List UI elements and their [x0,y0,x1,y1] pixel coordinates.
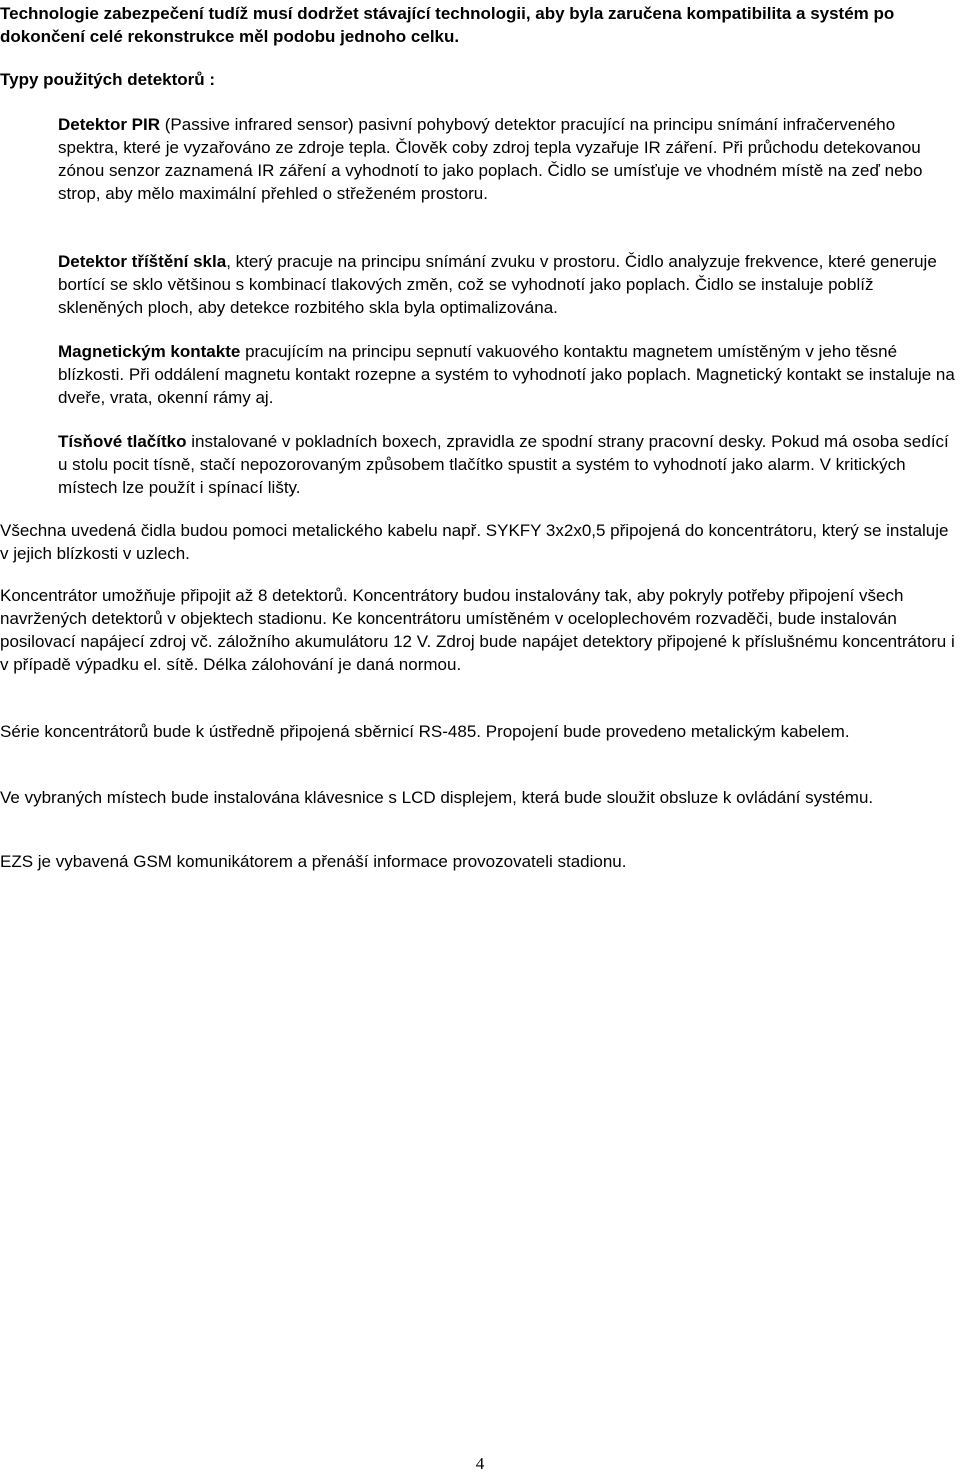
detector-pir-paragraph [58,113,958,205]
gsm-paragraph: EZS je vybavená GSM komunikátorem a přenáší informace provozovateli stadionu. [0,852,627,871]
detector-glass-break-name: Detektor tříštění skla [58,252,227,271]
detector-types-heading: Typy použitých detektorů : [0,70,216,89]
bus-paragraph: Série koncentrátorů bude k ústředně připojená sběrnicí RS-485. Propojení bude provedeno metalickým kabelem. [0,722,850,741]
intro-paragraph: Technologie zabezpečení tudíž musí dodržet stávající technologii, aby byla zaručena kompatibilita a systém po dokončení celé rekonstrukce měl podobu jednoho celku. [0,4,895,46]
page-number: 4 [475,1454,485,1473]
cabling-paragraph: Všechna uvedená čidla budou pomoci metalického kabelu např. SYKFY 3x2x0,5 připojená do koncentrátoru, který se instaluje v jejich blízkosti v uzlech. [0,521,949,563]
detector-panic-button-paragraph [58,430,958,499]
keypad-paragraph: Ve vybraných místech bude instalována klávesnice s LCD displejem, která bude sloužit obsluze k ovládání systému. [0,788,874,807]
detector-magnetic-contact-name: Magnetickým kontakte [58,342,241,361]
detector-pir-text: (Passive infrared sensor) pasivní pohybový detektor pracující na principu snímání infračerveného spektra, které je vyzařováno ze zdroje tepla. Člověk coby zdroj tepla vyzařuje IR záření. Při průchodu detekovanou zónou senzor zaznamená IR záření a vyhodnotí to jako poplach. Čidlo se umísťuje ve vhodném místě na zeď nebo strop, aby mělo maximální přehled o střeženém prostoru. [58,115,923,203]
concentrator-paragraph: Koncentrátor umožňuje připojit až 8 detektorů. Koncentrátory budou instalovány tak, aby pokryly potřeby připojení všech navržených detektorů v objektech stadionu. Ke koncentrátoru umístěném v oceloplechovém rozvaděči, bude instalován posilovací napájecí zdroj vč. záložního akumulátoru 12 V. Zdroj bude napájet detektory připojené k příslušnému koncentrátoru i v případě výpadku el. sítě. Délka zálohování je daná normou. [0,586,955,674]
detector-magnetic-contact-paragraph [58,340,958,409]
detector-panic-button-name: Tísňové tlačítko [58,432,187,451]
detector-glass-break-paragraph [58,250,958,319]
detector-panic-button-text: instalované v pokladních boxech, zpravidla ze spodní strany pracovní desky. Pokud má osoba sedící u stolu pocit tísně, stačí nepozorovaným způsobem tlačítko spustit a systém to vyhodnotí jako alarm. V kritických místech lze použít i spínací lišty. [58,432,949,497]
detector-magnetic-contact-text: pracujícím na principu sepnutí vakuového kontaktu magnetem umístěným v jeho těsné blízkosti. Při oddálení magnetu kontakt rozepne a systém to vyhodnotí jako poplach. Magnetický kontakt se instaluje na dveře, vrata, okenní rámy aj. [58,342,955,407]
detector-pir-name: Detektor PIR [58,115,161,134]
detector-glass-break-text: , který pracuje na principu snímání zvuku v prostoru. Čidlo analyzuje frekvence, které generuje bortící se sklo většinou s kombinací tlakových změn, což se vyhodnotí jako poplach. Čidlo se instaluje poblíž skleněných ploch, aby detekce rozbitého skla byla optimalizována. [58,252,937,317]
